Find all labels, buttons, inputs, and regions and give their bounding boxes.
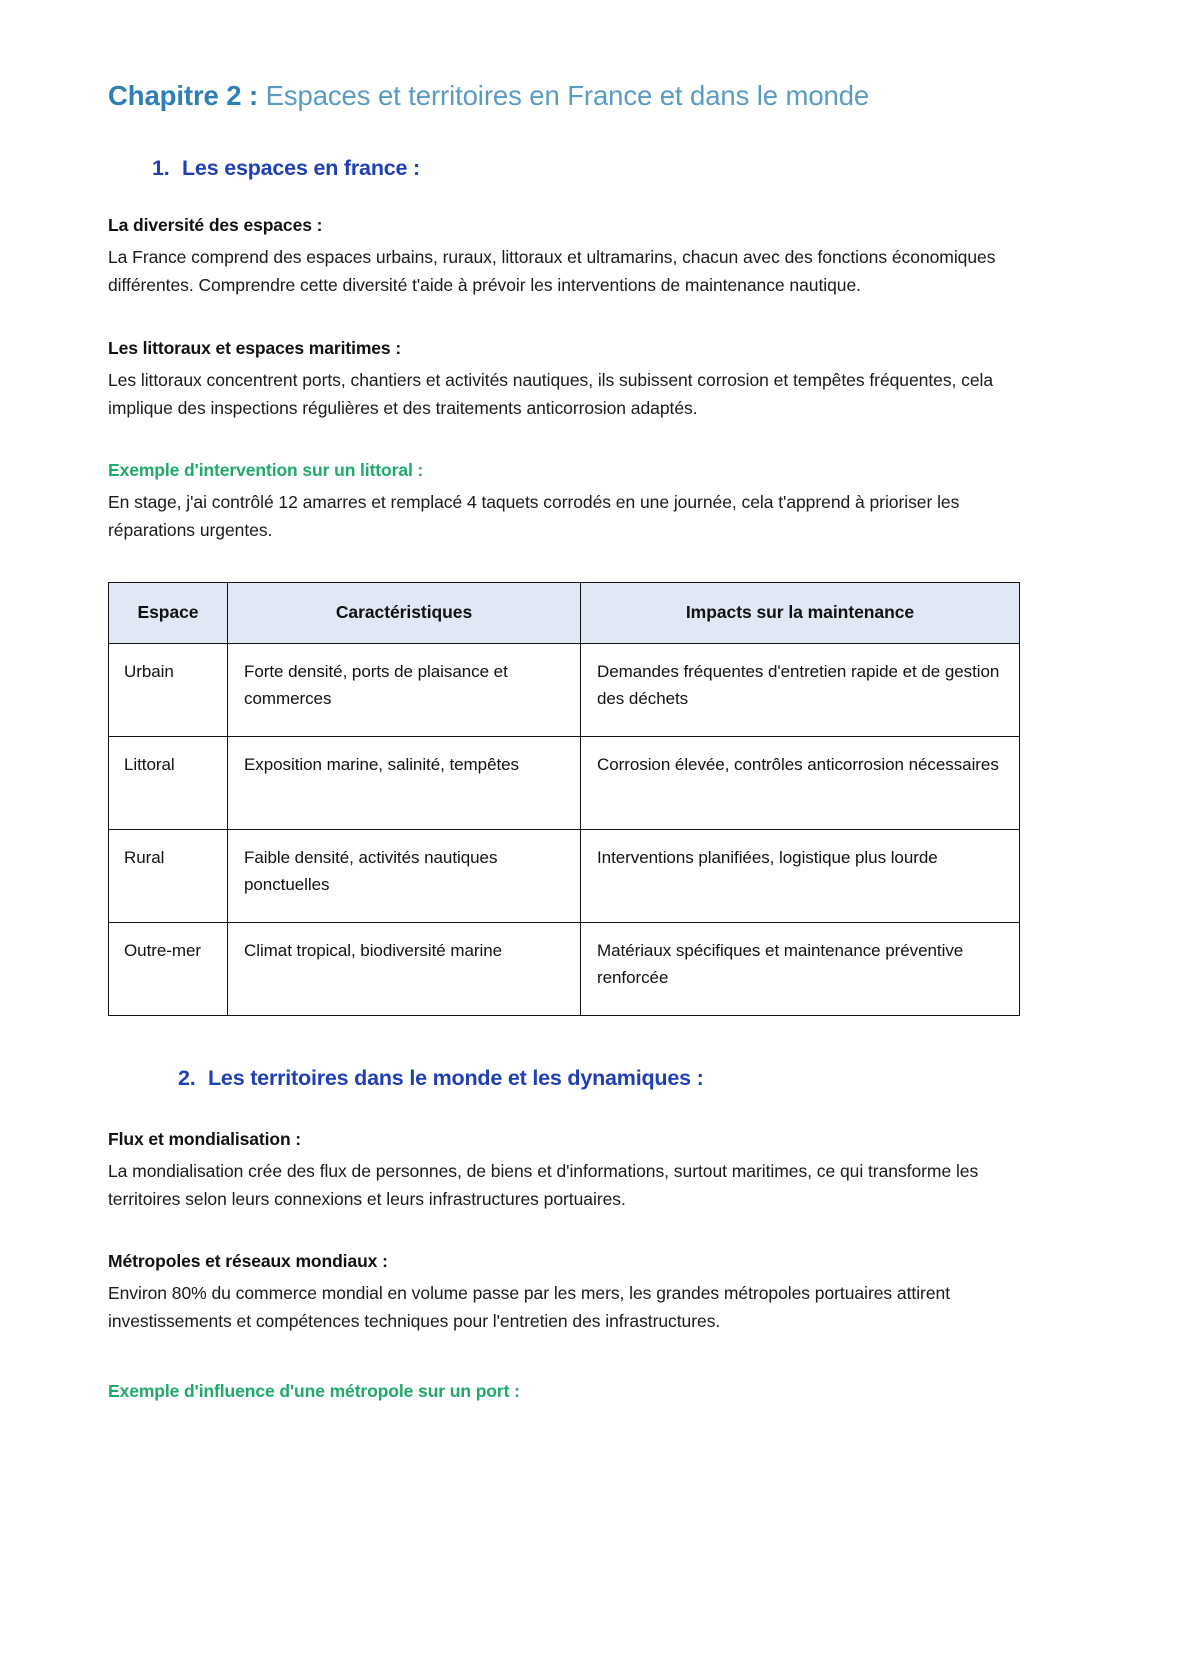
block-body: Les littoraux concentrent ports, chantiers et activités nautiques, ils subissent corrosion et tempêtes fréquentes, cela implique des inspections régulières et des traitements anticorrosion adaptés. (108, 369, 994, 418)
table-cell-espace: Urbain (109, 643, 228, 736)
block-body: La France comprend des espaces urbains, ruraux, littoraux et ultramarins, chacun avec des fonctions économiques différentes. Comprendre cette diversité t'aide à prévoir les interventions de maintenance nautique. (108, 247, 996, 296)
table-header-cell-caracteristiques: Caractéristiques (228, 583, 581, 643)
table-cell-impacts: Interventions planifiées, logistique plus lourde (581, 829, 1020, 922)
section-number-1: 1. (152, 156, 170, 181)
table-cell-espace: Outre-mer (109, 922, 228, 1015)
table-cell-impacts: Matériaux spécifiques et maintenance préventive renforcée (581, 922, 1020, 1015)
block-title: Métropoles et réseaux mondiaux : (108, 1251, 388, 1272)
section-heading-2 (108, 1066, 1020, 1091)
table-header-cell-espace: Espace (109, 583, 228, 643)
table-cell-caracteristiques: Faible densité, activités nautiques ponctuelles (228, 829, 581, 922)
page-title (108, 78, 1020, 114)
table-cell-espace: Rural (109, 829, 228, 922)
table-header-row (109, 583, 1020, 643)
block-title: La diversité des espaces : (108, 215, 323, 236)
block-body: Environ 80% du commerce mondial en volume passe par les mers, les grandes métropoles portuaires attirent investissements et compétences techniques pour l'entretien des infrastructures. (108, 1283, 951, 1332)
block-title: Flux et mondialisation : (108, 1128, 302, 1149)
section-number-2: 2. (178, 1065, 196, 1090)
chapter-label: Chapitre 2 : (108, 80, 259, 111)
block-flux-et-mondialisation (108, 1129, 1020, 1213)
table-cell-caracteristiques: Climat tropical, biodiversité marine (228, 922, 581, 1015)
section-heading-1 (108, 156, 1020, 181)
block-title: Les littoraux et espaces maritimes : (108, 337, 402, 358)
block-metropoles-reseaux-mondiaux (108, 1251, 1020, 1335)
section-title-2: Les territoires dans le monde et les dynamiques : (208, 1065, 704, 1090)
block-exemple-influence-metropole (108, 1381, 1020, 1402)
block-littoraux-espaces-maritimes (108, 338, 1020, 422)
espaces-table (108, 582, 1020, 1015)
table-row (109, 643, 1020, 736)
block-title-green: Exemple d'intervention sur un littoral : (108, 459, 424, 480)
table-cell-caracteristiques: Exposition marine, salinité, tempêtes (228, 736, 581, 829)
block-body: En stage, j'ai contrôlé 12 amarres et remplacé 4 taquets corrodés en une journée, cela t'apprend à prioriser les réparations urgentes. (108, 491, 960, 541)
table-cell-caracteristiques: Forte densité, ports de plaisance et commerces (228, 643, 581, 736)
table-header-cell-impacts: Impacts sur la maintenance (581, 583, 1020, 643)
block-body: La mondialisation crée des flux de personnes, de biens et d'informations, surtout maritimes, ce qui transforme les territoires selon leurs connexions et leurs infrastructures portuaires. (108, 1160, 979, 1209)
table-cell-impacts: Demandes fréquentes d'entretien rapide et de gestion des déchets (581, 643, 1020, 736)
block-diversite-des-espaces (108, 215, 1020, 299)
block-exemple-intervention-littoral (108, 460, 1020, 544)
table-cell-espace: Littoral (109, 736, 228, 829)
table-row (109, 736, 1020, 829)
table-row (109, 829, 1020, 922)
block-title-green: Exemple d'influence d'une métropole sur un port : (108, 1381, 520, 1402)
table-cell-impacts: Corrosion élevée, contrôles anticorrosion nécessaires (581, 736, 1020, 829)
section-title-1: Les espaces en france : (182, 156, 420, 181)
table-row (109, 922, 1020, 1015)
chapter-title-text: Espaces et territoires en France et dans le monde (265, 80, 870, 111)
